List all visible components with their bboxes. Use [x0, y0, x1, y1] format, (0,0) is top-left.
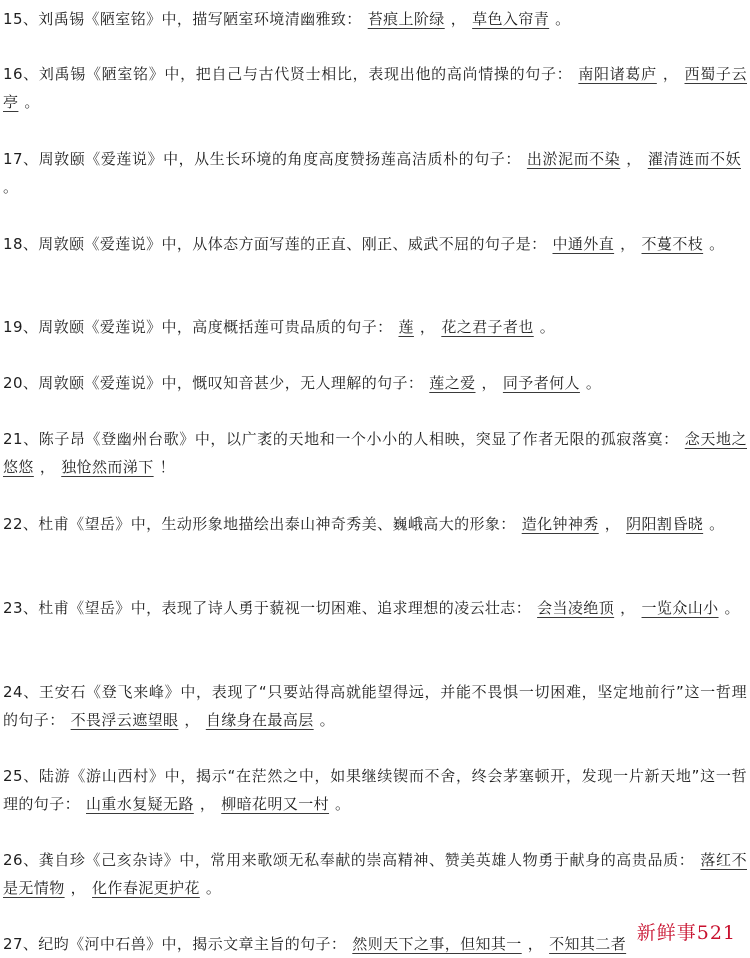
answer-text: 然则天下之事，但知其一: [352, 935, 522, 953]
punctuation: 。: [709, 235, 725, 253]
answer-text: 濯清涟而不妖: [647, 150, 741, 168]
answer-text: 阴阳割昏晓: [626, 515, 704, 533]
punctuation: 。: [709, 515, 725, 533]
answer-text: 山重水复疑无路: [86, 795, 194, 813]
item-prompt: 、陆游《游山西村》中，揭示“在茫然之中，如果继续锲而不舍，终会茅塞顿开，发现一片新天地”这一哲理的句子：: [3, 767, 747, 813]
answer-text: 草色入帘青: [472, 10, 550, 28]
answer-text: 出淤泥而不染: [526, 150, 621, 168]
punctuation: ！: [159, 458, 176, 476]
punctuation: 。: [335, 795, 351, 813]
answer-text: 花之君子者也: [441, 318, 534, 336]
list-item: [3, 230, 747, 258]
item-prompt: 、刘禹锡《陋室铭》中，描写陋室环境清幽雅致：: [22, 10, 362, 28]
answer-text: 化作春泥更护花: [92, 879, 200, 897]
punctuation: ，: [481, 374, 497, 392]
punctuation: ，: [626, 150, 642, 168]
list-item: [3, 594, 747, 622]
punctuation: 。: [24, 93, 40, 111]
answer-text: 莲之爱: [429, 374, 476, 392]
item-prompt: 、龚自珍《己亥杂诗》中，常用来歌颂无私奉献的崇高精神、赞美英雄人物勇于献身的高贵品质：: [22, 851, 695, 869]
punctuation: 。: [585, 374, 602, 392]
list-item: [3, 313, 747, 341]
punctuation: ，: [419, 318, 436, 336]
list-item: [3, 425, 747, 481]
item-number: 24: [3, 683, 23, 701]
answer-text: 一览众山小: [641, 599, 719, 617]
item-number: 16: [3, 65, 23, 83]
answer-text: 念天地之悠悠: [3, 430, 747, 476]
punctuation: ，: [199, 795, 216, 813]
item-number: 27: [3, 935, 23, 953]
punctuation: ，: [450, 10, 467, 28]
item-number: 23: [3, 599, 23, 617]
punctuation: ，: [184, 711, 200, 729]
list-item: [3, 762, 747, 818]
answer-text: 柳暗花明又一村: [221, 795, 330, 813]
item-number: 17: [3, 150, 23, 168]
item-prompt: 、刘禹锡《陋室铭》中，把自己与古代贤士相比，表现出他的高尚情操的句子：: [22, 65, 573, 83]
list-item: [3, 145, 747, 201]
item-prompt: 、杜甫《望岳》中，生动形象地描绘出泰山神奇秀美、巍峨高大的形象：: [22, 515, 516, 533]
punctuation: ，: [620, 235, 636, 253]
punctuation: ，: [604, 515, 621, 533]
punctuation: ，: [39, 458, 56, 476]
item-prompt: 、周敦颐《爱莲说》中，高度概括莲可贵品质的句子：: [22, 318, 393, 336]
watermark: 新鲜事521: [633, 918, 740, 945]
item-prompt: 、周敦颐《爱莲说》中，从生长环境的角度高度赞扬莲高洁质朴的句子：: [22, 150, 521, 168]
item-prompt: 、陈子昂《登幽州台歌》中，以广袤的天地和一个小小的人相映，突显了作者无限的孤寂落寞：: [22, 430, 679, 448]
answer-text: 西蜀子云亭: [3, 65, 747, 111]
punctuation: ，: [662, 65, 679, 83]
list-item: [3, 5, 747, 33]
punctuation: 。: [539, 318, 556, 336]
punctuation: ，: [527, 935, 544, 953]
answer-text: 会当凌绝顶: [537, 599, 615, 617]
list-item: [3, 60, 747, 116]
item-number: 21: [3, 430, 23, 448]
punctuation: ，: [70, 879, 87, 897]
item-number: 18: [3, 235, 23, 253]
punctuation: 。: [205, 879, 222, 897]
punctuation: 。: [319, 711, 336, 729]
answer-text: 独怆然而涕下: [61, 458, 154, 476]
item-number: 20: [3, 374, 23, 392]
answer-text: 落红不是无情物: [3, 851, 747, 897]
answer-text: 南阳诸葛庐: [578, 65, 657, 83]
list-item: [3, 510, 747, 538]
item-prompt: 、纪昀《河中石兽》中，揭示文章主旨的句子：: [22, 935, 347, 953]
item-number: 19: [3, 318, 23, 336]
item-number: 15: [3, 10, 23, 28]
punctuation: 。: [724, 599, 740, 617]
item-prompt: 、杜甫《望岳》中，表现了诗人勇于藐视一切困难、追求理想的凌云壮志：: [22, 599, 532, 617]
item-prompt: 、王安石《登飞来峰》中，表现了“只要站得高就能望得远，并能不畏惧一切困难，坚定地前行”这一哲理的句子：: [3, 683, 747, 729]
item-number: 25: [3, 767, 23, 785]
answer-text: 不畏浮云遮望眼: [70, 711, 179, 729]
item-number: 26: [3, 851, 23, 869]
answer-text: 造化钟神秀: [521, 515, 599, 533]
list-item: [3, 846, 747, 902]
item-prompt: 、周敦颐《爱莲说》中，从体态方面写莲的正直、刚正、威武不屈的句子是：: [22, 235, 547, 253]
list-item: [3, 369, 747, 397]
answer-text: 苔痕上阶绿: [367, 10, 445, 28]
list-item: [3, 678, 747, 734]
punctuation: 。: [3, 178, 19, 196]
item-number: 22: [3, 515, 23, 533]
answer-text: 中通外直: [552, 235, 615, 253]
punctuation: ，: [620, 599, 636, 617]
answer-text: 莲: [398, 318, 414, 336]
answer-text: 自缘身在最高层: [205, 711, 314, 729]
answer-text: 不蔓不枝: [641, 235, 704, 253]
answer-text: 不知其二者: [549, 935, 627, 953]
punctuation: 。: [555, 10, 571, 28]
answer-text: 同予者何人: [502, 374, 580, 392]
item-prompt: 、周敦颐《爱莲说》中，慨叹知音甚少，无人理解的句子：: [22, 374, 424, 392]
